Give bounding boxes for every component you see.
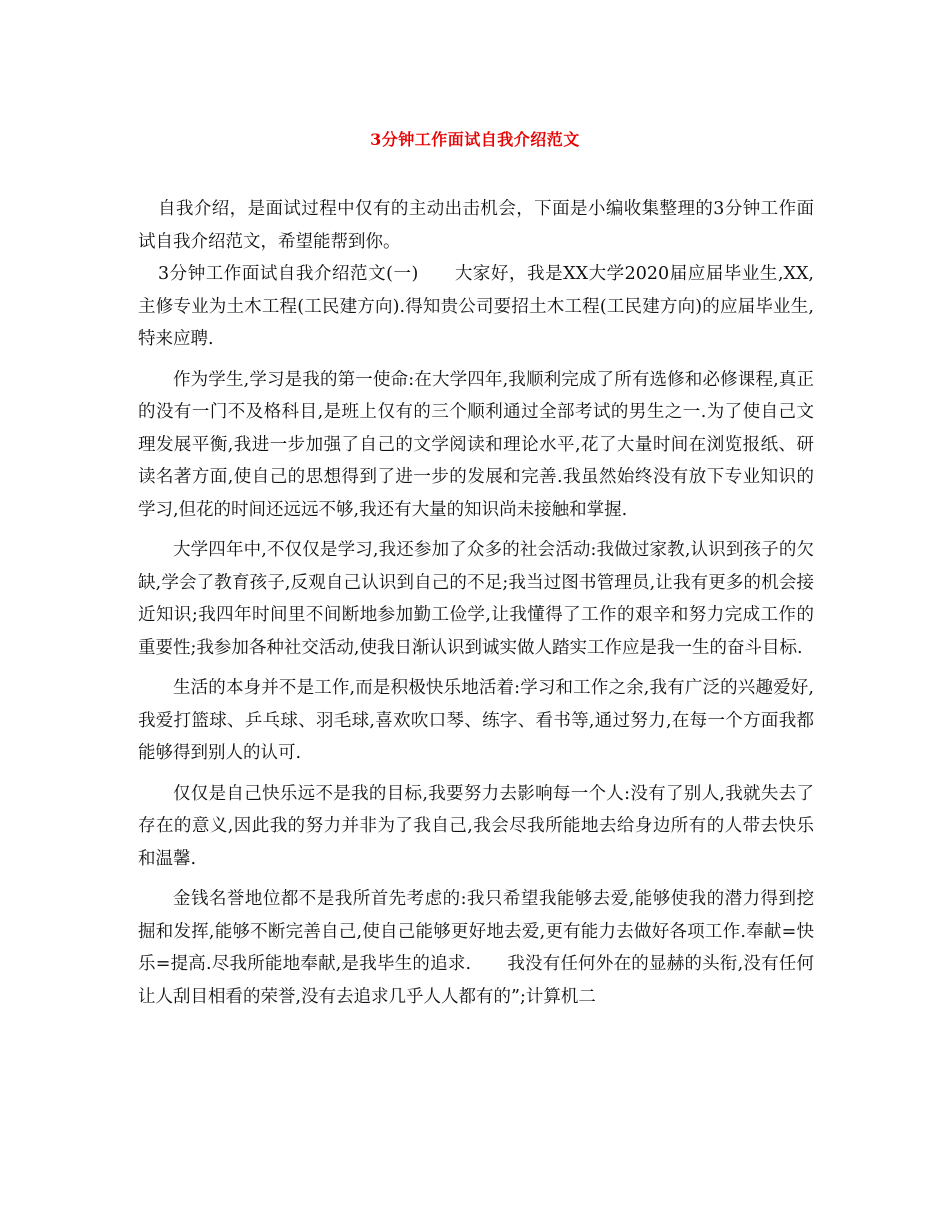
section-paragraph: [138, 258, 814, 356]
body-paragraph-5-tail: 我没有任何外在的显赫的头衔,没有任何让人刮目相看的荣誉,没有去追求几乎人人都有的”;计算机二: [138, 954, 814, 1007]
section-opening: 大家好，我是XX大学2020届应届毕业生,XX,主修专业为土木工程(工民建方向).得知贵公司要招土木工程(工民建方向)的应届毕业生,特来应聘.: [138, 264, 814, 349]
document-title: 3分钟工作面试自我介绍范文: [370, 130, 580, 149]
document-body: [138, 193, 814, 1013]
body-paragraph-2: 大学四年中,不仅仅是学习,我还参加了众多的社会活动:我做过家教,认识到孩子的欠缺,学会了教育孩子,反观自己认识到自己的不足;我当过图书管理员,让我有更多的机会接近知识;我四年时间里不间断地参加勤工俭学,让我懂得了工作的艰辛和努力完成工作的重要性;我参加各种社交活动,使我日渐认识到诚实做人踏实工作应是我一生的奋斗目标.: [138, 540, 814, 658]
section-heading: 3分钟工作面试自我介绍范文(一): [158, 264, 419, 284]
body-paragraph-5-main: 金钱名誉地位都不是我所首先考虑的:我只希望我能够去爱,能够使我的潜力得到挖掘和发挥,能够不断完善自己,使自己能够更好地去爱,更有能力去做好各项工作.奉献=快乐=提高.尽我所能地奉献,是我毕生的追求.: [138, 889, 814, 974]
body-paragraph-4: 仅仅是自己快乐远不是我的目标,我要努力去影响每一个人:没有了别人,我就失去了存在的意义,因此我的努力并非为了我自己,我会尽我所能地去给身边所有的人带去快乐和温馨.: [138, 783, 814, 869]
body-paragraph-1: 作为学生,学习是我的第一使命:在大学四年,我顺利完成了所有选修和必修课程,真正的没有一门不及格科目,是班上仅有的三个顺利通过全部考试的男生之一.为了使自己文理发展平衡,我进一步加强了自己的文学阅读和理论水平,花了大量时间在浏览报纸、研读名著方面,使自己的思想得到了进一步的发展和完善.我虽然始终没有放下专业知识的学习,但花的时间还远远不够,我还有大量的知识尚未接触和掌握.: [138, 369, 814, 520]
body-paragraph-5: [138, 883, 814, 1013]
intro-paragraph: 自我介绍，是面试过程中仅有的主动出击机会，下面是小编收集整理的3分钟工作面试自我介绍范文，希望能帮到你。: [138, 199, 814, 252]
body-paragraph-3: 生活的本身并不是工作,而是积极快乐地活着:学习和工作之余,我有广泛的兴趣爱好,我爱打篮球、乒乓球、羽毛球,喜欢吹口琴、练字、看书等,通过努力,在每一个方面我都能够得到别人的认可.: [138, 678, 814, 763]
